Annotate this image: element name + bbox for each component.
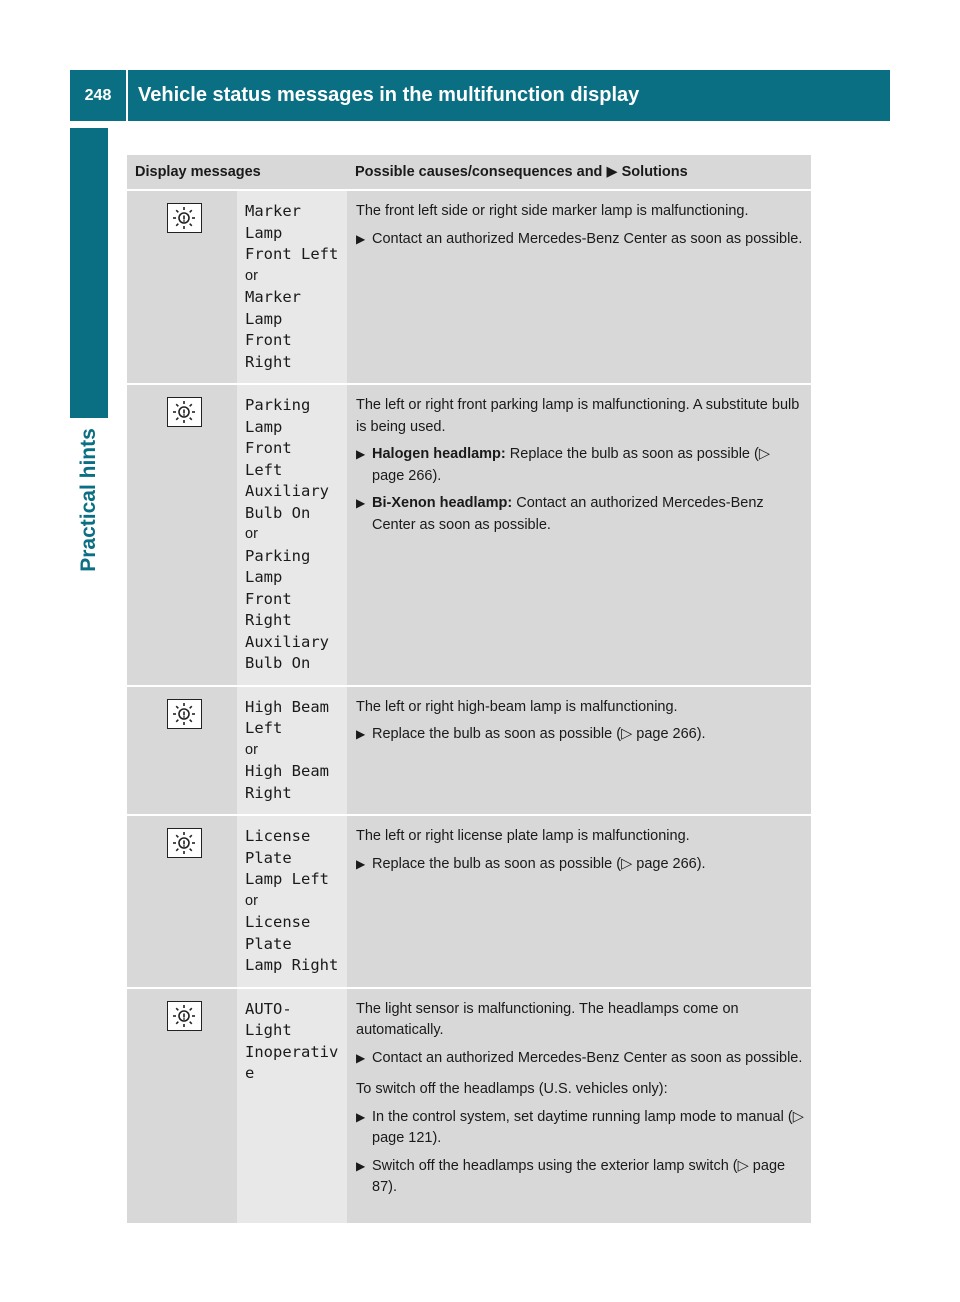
arrow-icon: ▶ — [356, 1158, 366, 1173]
solution-step — [356, 854, 805, 876]
arrow-icon: ▶ — [356, 496, 366, 510]
display-message-line: License — [245, 913, 311, 931]
column-header-solutions-label: Solutions — [621, 164, 688, 180]
display-message-line: Right — [245, 611, 292, 629]
page-number: 248 — [84, 87, 112, 104]
table-row — [127, 190, 811, 384]
display-message-line: Marker — [245, 202, 301, 220]
column-header-solutions-text: Possible causes/consequences and — [355, 164, 603, 180]
display-message-line: Plate — [245, 934, 292, 953]
solution-step — [356, 493, 805, 536]
display-message-line: Parking — [245, 546, 311, 565]
step-heading: Bi-Xenon headlamp: — [372, 495, 513, 511]
display-message-line: Light — [245, 1021, 292, 1039]
display-message-line: License — [245, 827, 311, 845]
icon-cell — [127, 190, 237, 384]
side-tab-bar — [70, 128, 108, 418]
table-row — [127, 815, 811, 988]
display-message-line: Lamp Right — [245, 956, 339, 974]
header-divider — [126, 70, 128, 121]
display-message-line: Lamp — [245, 417, 283, 436]
solution-cell — [347, 384, 811, 686]
display-message-line: Lamp Left — [245, 870, 329, 888]
display-message-line: Bulb On — [245, 654, 311, 672]
display-message-line: Auxiliary — [245, 482, 329, 500]
lamp-warning-icon — [167, 397, 202, 427]
table-header-row — [127, 155, 811, 190]
page-header — [70, 70, 890, 121]
solution-cell — [347, 815, 811, 988]
lamp-warning-icon — [167, 828, 202, 858]
arrow-icon: ▶ — [606, 164, 618, 180]
lamp-warning-icon — [167, 203, 202, 233]
or-label: or — [245, 267, 258, 284]
solution-cell — [347, 686, 811, 816]
cause-text: The left or right high-beam lamp is malfunctioning. — [356, 698, 678, 715]
display-messages-table — [127, 155, 811, 1225]
table-row — [127, 686, 811, 816]
cause-text: The front left side or right side marker lamp is malfunctioning. — [356, 203, 749, 219]
display-message-line: High Beam — [245, 762, 329, 780]
display-message-line: Front — [245, 439, 292, 457]
message-cell — [237, 988, 347, 1224]
step-text: Replace the bulb as soon as possible (▷ page 266). — [372, 446, 770, 484]
instruction-text: To switch off the headlamps (U.S. vehicles only): — [356, 1081, 668, 1097]
arrow-icon: ▶ — [356, 1050, 366, 1065]
page-title: Vehicle status messages in the multifunction display — [138, 84, 640, 106]
table-row — [127, 988, 811, 1224]
solution-cell — [347, 190, 811, 384]
display-message-line: Plate — [245, 848, 292, 867]
lamp-warning-icon — [167, 699, 202, 729]
display-message-line: Marker — [245, 288, 301, 306]
arrow-icon: ▶ — [356, 727, 366, 741]
display-message-line: Bulb On — [245, 503, 311, 522]
solution-step — [356, 1156, 805, 1199]
icon-cell — [127, 815, 237, 988]
cause-text: The light sensor is malfunctioning. The headlamps come on automatically. — [356, 1000, 739, 1038]
arrow-icon: ▶ — [356, 856, 366, 871]
step-text: In the control system, set daytime running lamp mode to manual (▷ page 121). — [372, 1108, 804, 1146]
column-header-display: Display messages — [127, 155, 347, 190]
solution-step — [356, 229, 805, 251]
or-label: or — [245, 892, 258, 909]
display-message-line: Parking — [245, 396, 311, 414]
message-cell — [237, 686, 347, 816]
cause-text: The left or right front parking lamp is malfunctioning. A substitute bulb is being used. — [356, 397, 800, 435]
lamp-warning-icon — [167, 1001, 202, 1031]
display-message-line: Lamp — [245, 223, 283, 242]
step-text: Contact an authorized Mercedes-Benz Center as soon as possible. — [372, 1049, 803, 1066]
column-header-solutions — [347, 155, 811, 190]
display-message-line: Front — [245, 589, 292, 608]
display-message-line: AUTO- — [245, 999, 292, 1018]
display-message-line: Auxiliary — [245, 632, 329, 651]
solution-cell — [347, 988, 811, 1224]
icon-cell — [127, 384, 237, 686]
or-label: or — [245, 526, 258, 542]
display-message-line: Lamp — [245, 309, 283, 328]
step-heading: Halogen headlamp: — [372, 446, 506, 462]
step-text: Switch off the headlamps using the exterior lamp switch (▷ page 87). — [372, 1157, 786, 1195]
solution-step — [356, 724, 805, 746]
cause-text: The left or right license plate lamp is malfunctioning. — [356, 828, 690, 844]
display-message-line: Front Left — [245, 245, 339, 263]
table-row — [127, 384, 811, 686]
display-message-line: Right — [245, 352, 292, 371]
arrow-icon: ▶ — [356, 231, 366, 246]
step-text: Contact an authorized Mercedes-Benz Center as soon as possible. — [372, 495, 764, 533]
icon-cell — [127, 686, 237, 816]
display-message-line: e — [245, 1064, 255, 1082]
icon-cell — [127, 988, 237, 1224]
display-message-line: Left — [245, 460, 283, 479]
display-message-line: Left — [245, 719, 283, 737]
side-tab-label: Practical hints — [77, 428, 100, 572]
display-message-line: Inoperativ — [245, 1042, 339, 1061]
arrow-icon: ▶ — [356, 447, 366, 461]
solution-step — [356, 1107, 805, 1150]
solution-step — [356, 444, 805, 487]
message-cell — [237, 190, 347, 384]
step-text: Replace the bulb as soon as possible (▷ page 266). — [372, 855, 706, 872]
display-message-line: Front — [245, 331, 292, 349]
display-message-line: High Beam — [245, 697, 329, 716]
step-text: Replace the bulb as soon as possible (▷ page 266). — [372, 726, 706, 742]
message-cell — [237, 815, 347, 988]
display-message-line: Lamp — [245, 568, 283, 586]
arrow-icon: ▶ — [356, 1109, 366, 1124]
or-label: or — [245, 741, 258, 758]
solution-step — [356, 1048, 805, 1070]
step-text: Contact an authorized Mercedes-Benz Center as soon as possible. — [372, 230, 803, 247]
message-cell — [237, 384, 347, 686]
display-message-line: Right — [245, 783, 292, 802]
